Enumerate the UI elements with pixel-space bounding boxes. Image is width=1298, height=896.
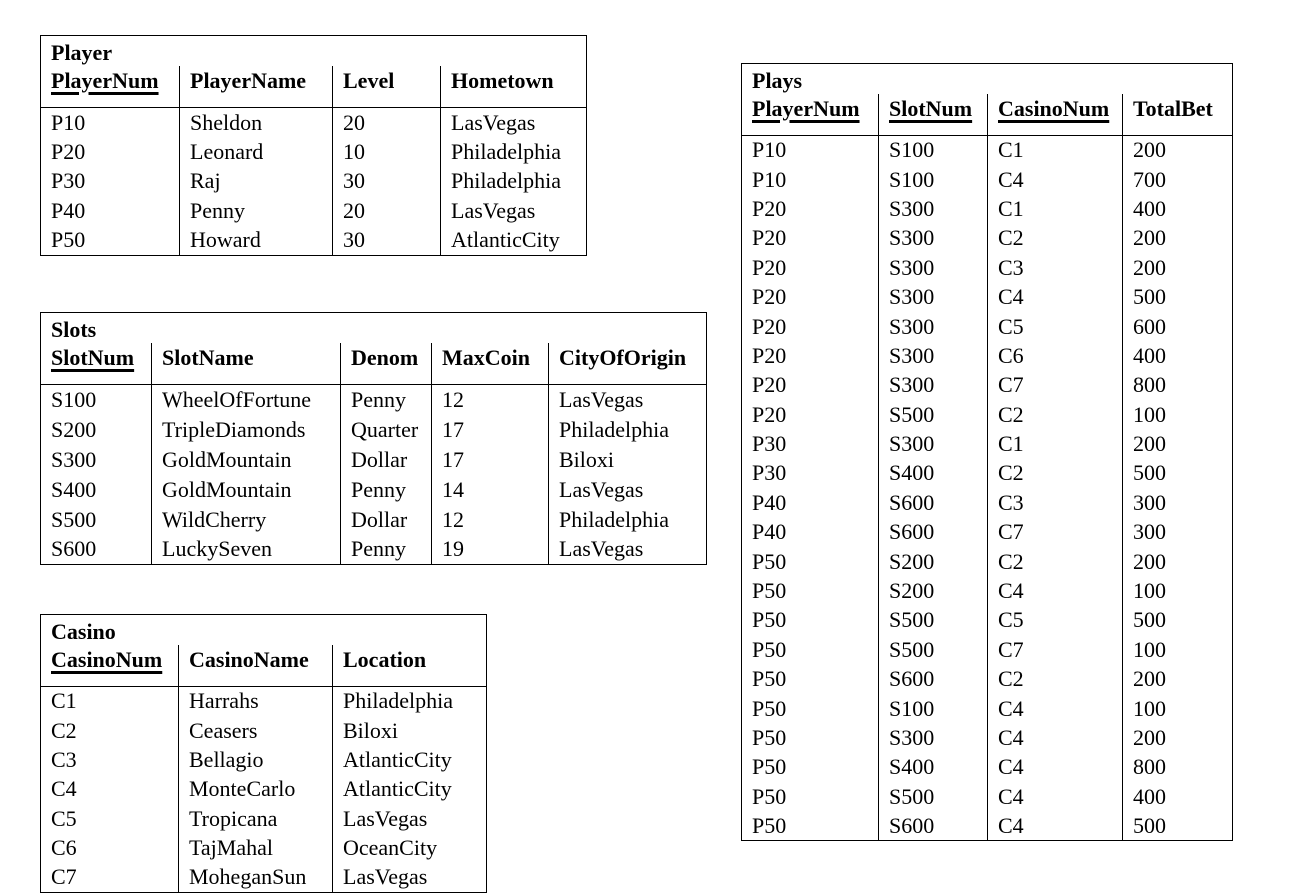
player-cell-level: 30 [333,167,441,197]
slots-table-title: Slots [41,313,707,343]
slots-cell-cityoforigin: Philadelphia [549,505,707,535]
casino-cell-casinoname: TajMahal [179,833,333,862]
casino-row [41,804,487,833]
plays-cell-playernum: P50 [742,753,879,782]
plays-cell-totalbet: 700 [1123,165,1233,194]
player-row [41,226,587,256]
slots-row [41,415,707,445]
plays-cell-totalbet: 600 [1123,312,1233,341]
player-row [41,196,587,226]
slots-row [41,505,707,535]
plays-row [742,165,1233,194]
plays-cell-slotnum: S300 [879,429,988,458]
slots-cell-cityoforigin: LasVegas [549,385,707,415]
plays-row [742,635,1233,664]
plays-cell-slotnum: S300 [879,341,988,370]
player-cell-playernum: P10 [41,108,180,138]
plays-cell-casinonum: C1 [988,194,1123,223]
plays-cell-slotnum: S500 [879,400,988,429]
plays-cell-slotnum: S300 [879,253,988,282]
casino-row [41,863,487,892]
plays-row [742,694,1233,723]
plays-cell-playernum: P50 [742,665,879,694]
casino-cell-location: LasVegas [333,863,487,892]
plays-row [742,811,1233,840]
player-header-playername: PlayerName [180,66,333,108]
plays-cell-playernum: P30 [742,429,879,458]
player-cell-level: 20 [333,196,441,226]
player-cell-playername: Raj [180,167,333,197]
player-cell-level: 10 [333,137,441,167]
plays-cell-slotnum: S300 [879,371,988,400]
plays-cell-slotnum: S600 [879,488,988,517]
plays-cell-casinonum: C4 [988,782,1123,811]
slots-cell-slotname: LuckySeven [152,535,341,565]
casino-cell-casinonum: C3 [41,745,179,774]
player-cell-playername: Penny [180,196,333,226]
slots-cell-denom: Dollar [341,505,432,535]
plays-header-playernum: PlayerNum [742,94,879,136]
player-table-title: Player [41,36,587,66]
plays-cell-slotnum: S100 [879,136,988,165]
plays-cell-totalbet: 400 [1123,341,1233,370]
plays-cell-totalbet: 200 [1123,665,1233,694]
plays-cell-playernum: P20 [742,341,879,370]
plays-cell-totalbet: 200 [1123,136,1233,165]
plays-cell-casinonum: C2 [988,459,1123,488]
casino-cell-casinonum: C5 [41,804,179,833]
player-header-playernum: PlayerNum [41,66,180,108]
player-cell-playername: Howard [180,226,333,256]
player-cell-playernum: P50 [41,226,180,256]
plays-cell-casinonum: C6 [988,341,1123,370]
casino-cell-casinoname: Bellagio [179,745,333,774]
slots-header-slotname: SlotName [152,343,341,385]
slots-cell-slotnum: S500 [41,505,152,535]
plays-cell-totalbet: 300 [1123,488,1233,517]
plays-cell-totalbet: 100 [1123,400,1233,429]
plays-row [742,518,1233,547]
player-cell-playername: Leonard [180,137,333,167]
plays-cell-casinonum: C4 [988,723,1123,752]
slots-header-denom: Denom [341,343,432,385]
plays-cell-slotnum: S600 [879,665,988,694]
casino-cell-location: Philadelphia [333,687,487,716]
slots-row [41,535,707,565]
slots-table [40,312,707,565]
slots-cell-maxcoin: 17 [432,445,549,475]
player-cell-hometown: Philadelphia [441,167,587,197]
player-header-level: Level [333,66,441,108]
plays-cell-slotnum: S500 [879,782,988,811]
casino-cell-location: LasVegas [333,804,487,833]
plays-header-casinonum: CasinoNum [988,94,1123,136]
slots-cell-slotname: WheelOfFortune [152,385,341,415]
plays-row [742,753,1233,782]
slots-cell-maxcoin: 19 [432,535,549,565]
plays-table [741,63,1233,841]
plays-cell-totalbet: 200 [1123,224,1233,253]
plays-cell-playernum: P50 [742,606,879,635]
plays-cell-slotnum: S100 [879,165,988,194]
plays-row [742,253,1233,282]
slots-cell-denom: Dollar [341,445,432,475]
plays-row [742,282,1233,311]
casino-cell-casinonum: C7 [41,863,179,892]
plays-cell-slotnum: S300 [879,282,988,311]
player-row [41,137,587,167]
plays-cell-slotnum: S100 [879,694,988,723]
plays-cell-totalbet: 200 [1123,253,1233,282]
casino-cell-casinonum: C1 [41,687,179,716]
casino-cell-casinoname: Ceasers [179,716,333,745]
slots-row [41,445,707,475]
plays-cell-casinonum: C4 [988,811,1123,840]
slots-cell-cityoforigin: LasVegas [549,535,707,565]
casino-cell-location: OceanCity [333,833,487,862]
plays-cell-totalbet: 800 [1123,371,1233,400]
plays-cell-totalbet: 100 [1123,694,1233,723]
plays-cell-playernum: P10 [742,136,879,165]
casino-cell-casinoname: MonteCarlo [179,775,333,804]
player-row [41,108,587,138]
plays-row [742,782,1233,811]
player-cell-playernum: P40 [41,196,180,226]
casino-cell-casinoname: Harrahs [179,687,333,716]
casino-header-casinoname: CasinoName [179,645,333,687]
player-cell-hometown: LasVegas [441,196,587,226]
plays-row [742,194,1233,223]
casino-cell-casinoname: MoheganSun [179,863,333,892]
plays-cell-casinonum: C4 [988,753,1123,782]
player-cell-level: 20 [333,108,441,138]
slots-row [41,385,707,415]
slots-cell-slotnum: S100 [41,385,152,415]
casino-row [41,716,487,745]
casino-header-location: Location [333,645,487,687]
plays-cell-playernum: P50 [742,547,879,576]
plays-row [742,606,1233,635]
plays-cell-playernum: P20 [742,224,879,253]
casino-row [41,687,487,716]
plays-cell-playernum: P50 [742,576,879,605]
plays-cell-slotnum: S200 [879,576,988,605]
plays-cell-slotnum: S300 [879,224,988,253]
player-header-hometown: Hometown [441,66,587,108]
slots-header-cityoforigin: CityOfOrigin [549,343,707,385]
plays-cell-playernum: P30 [742,459,879,488]
plays-row [742,136,1233,165]
slots-cell-denom: Quarter [341,415,432,445]
plays-cell-slotnum: S300 [879,312,988,341]
plays-cell-slotnum: S500 [879,606,988,635]
plays-row [742,488,1233,517]
slots-cell-slotname: GoldMountain [152,445,341,475]
slots-cell-slotnum: S300 [41,445,152,475]
plays-cell-slotnum: S300 [879,194,988,223]
player-cell-playernum: P20 [41,137,180,167]
plays-row [742,665,1233,694]
plays-cell-casinonum: C2 [988,224,1123,253]
casino-table-title: Casino [41,615,487,645]
plays-table-title: Plays [742,64,1233,94]
player-cell-playernum: P30 [41,167,180,197]
plays-header-slotnum: SlotNum [879,94,988,136]
plays-row [742,547,1233,576]
plays-cell-casinonum: C7 [988,371,1123,400]
plays-cell-casinonum: C3 [988,488,1123,517]
plays-row [742,371,1233,400]
plays-cell-totalbet: 500 [1123,606,1233,635]
plays-row [742,429,1233,458]
plays-cell-slotnum: S400 [879,753,988,782]
plays-cell-casinonum: C7 [988,518,1123,547]
plays-cell-casinonum: C2 [988,400,1123,429]
plays-cell-totalbet: 500 [1123,811,1233,840]
plays-cell-playernum: P50 [742,694,879,723]
plays-row [742,341,1233,370]
plays-cell-slotnum: S600 [879,518,988,547]
plays-row [742,459,1233,488]
slots-header-maxcoin: MaxCoin [432,343,549,385]
slots-row [41,475,707,505]
slots-cell-cityoforigin: Philadelphia [549,415,707,445]
casino-cell-location: AtlanticCity [333,775,487,804]
plays-cell-playernum: P20 [742,400,879,429]
plays-cell-casinonum: C7 [988,635,1123,664]
plays-cell-slotnum: S600 [879,811,988,840]
slots-header-slotnum: SlotNum [41,343,152,385]
plays-row [742,224,1233,253]
slots-cell-slotname: TripleDiamonds [152,415,341,445]
player-cell-hometown: Philadelphia [441,137,587,167]
plays-cell-totalbet: 200 [1123,547,1233,576]
plays-header-totalbet: TotalBet [1123,94,1233,136]
slots-cell-maxcoin: 17 [432,415,549,445]
player-cell-level: 30 [333,226,441,256]
casino-cell-casinonum: C6 [41,833,179,862]
plays-cell-totalbet: 100 [1123,635,1233,664]
slots-cell-slotnum: S600 [41,535,152,565]
slots-cell-maxcoin: 12 [432,505,549,535]
plays-cell-playernum: P50 [742,782,879,811]
plays-cell-totalbet: 500 [1123,459,1233,488]
plays-row [742,576,1233,605]
plays-cell-totalbet: 800 [1123,753,1233,782]
plays-cell-totalbet: 400 [1123,782,1233,811]
plays-row [742,400,1233,429]
player-cell-hometown: AtlanticCity [441,226,587,256]
casino-cell-casinonum: C4 [41,775,179,804]
plays-cell-casinonum: C4 [988,282,1123,311]
plays-cell-playernum: P40 [742,488,879,517]
plays-row [742,312,1233,341]
slots-cell-maxcoin: 12 [432,385,549,415]
plays-cell-slotnum: S200 [879,547,988,576]
plays-cell-casinonum: C4 [988,694,1123,723]
slots-cell-slotname: GoldMountain [152,475,341,505]
slots-cell-denom: Penny [341,385,432,415]
plays-cell-slotnum: S400 [879,459,988,488]
casino-cell-casinonum: C2 [41,716,179,745]
plays-cell-totalbet: 400 [1123,194,1233,223]
player-table [40,35,587,256]
plays-cell-playernum: P50 [742,635,879,664]
plays-cell-casinonum: C4 [988,576,1123,605]
casino-table [40,614,487,893]
plays-cell-casinonum: C2 [988,665,1123,694]
casino-header-casinonum: CasinoNum [41,645,179,687]
slots-cell-denom: Penny [341,475,432,505]
plays-cell-totalbet: 200 [1123,723,1233,752]
plays-cell-playernum: P20 [742,312,879,341]
casino-row [41,833,487,862]
plays-cell-totalbet: 200 [1123,429,1233,458]
player-row [41,167,587,197]
plays-cell-playernum: P20 [742,253,879,282]
plays-cell-playernum: P50 [742,811,879,840]
plays-cell-playernum: P40 [742,518,879,547]
player-cell-playername: Sheldon [180,108,333,138]
plays-cell-playernum: P50 [742,723,879,752]
casino-cell-location: Biloxi [333,716,487,745]
plays-cell-slotnum: S500 [879,635,988,664]
slots-cell-slotnum: S400 [41,475,152,505]
slots-cell-cityoforigin: LasVegas [549,475,707,505]
casino-row [41,775,487,804]
plays-row [742,723,1233,752]
plays-cell-casinonum: C5 [988,312,1123,341]
slots-cell-cityoforigin: Biloxi [549,445,707,475]
slots-cell-maxcoin: 14 [432,475,549,505]
casino-row [41,745,487,774]
plays-cell-casinonum: C1 [988,136,1123,165]
plays-cell-totalbet: 300 [1123,518,1233,547]
plays-cell-totalbet: 100 [1123,576,1233,605]
plays-cell-playernum: P10 [742,165,879,194]
casino-cell-location: AtlanticCity [333,745,487,774]
plays-cell-playernum: P20 [742,194,879,223]
plays-cell-slotnum: S300 [879,723,988,752]
plays-cell-casinonum: C5 [988,606,1123,635]
plays-cell-playernum: P20 [742,371,879,400]
slots-cell-slotname: WildCherry [152,505,341,535]
casino-cell-casinoname: Tropicana [179,804,333,833]
plays-cell-casinonum: C1 [988,429,1123,458]
player-cell-hometown: LasVegas [441,108,587,138]
plays-cell-totalbet: 500 [1123,282,1233,311]
slots-cell-denom: Penny [341,535,432,565]
plays-cell-casinonum: C2 [988,547,1123,576]
slots-cell-slotnum: S200 [41,415,152,445]
plays-cell-casinonum: C4 [988,165,1123,194]
plays-cell-playernum: P20 [742,282,879,311]
plays-cell-casinonum: C3 [988,253,1123,282]
